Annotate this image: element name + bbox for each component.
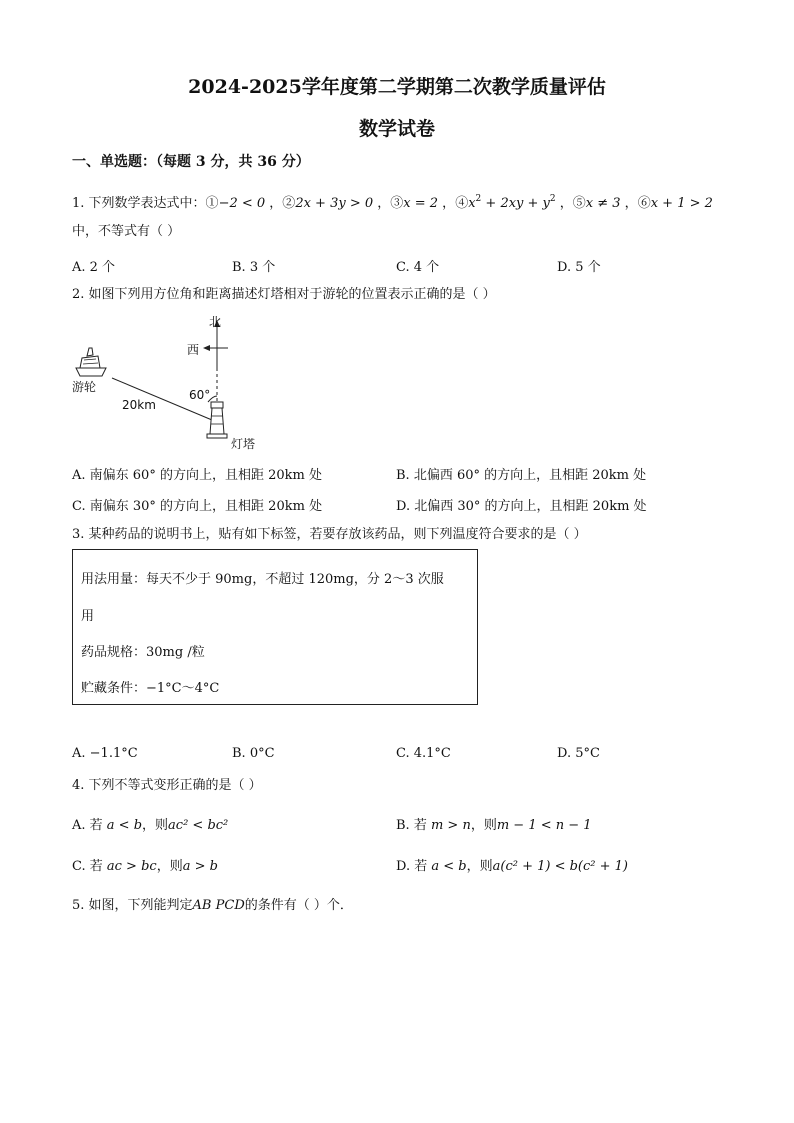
q1-option-b[interactable]: B. 3 个 [232, 260, 276, 275]
section-heading: 一、单选题：（每题 3 分，共 36 分） [72, 154, 310, 170]
q3-option-b[interactable]: B. 0°C [232, 746, 275, 761]
q5-stem-end: 的条件有（ ）个． [244, 898, 353, 913]
question-1: 1. 下列数学表达式中：①−2 < 0 ，②2x + 3y > 0 ，③x = 2 ，$④x^2 + 2xy + y^2$ ，⑤x ≠ 3 ，⑥x + 1 > 2 [72, 194, 713, 211]
q2-option-a[interactable]: A. 南偏东 60° 的方向上，且相距 20km 处 [72, 468, 322, 483]
exam-title: 2024-2025学年度第二学期第二次教学质量评估 [188, 76, 606, 98]
label-ship: 游轮 [72, 380, 97, 394]
q1-stem-start: 1. 下列数学表达式中： [72, 196, 206, 211]
q4-option-d[interactable]: D. 若 a < b，则a(c² + 1) < b(c² + 1) [396, 859, 628, 874]
label-line-spec: 药品规格：30mg /粒 [81, 645, 205, 660]
question-5 [72, 897, 353, 915]
q1-option-d[interactable]: D. 5 个 [557, 260, 601, 275]
exam-subtitle: 数学试卷 [358, 118, 435, 140]
label-west: 西 [187, 343, 200, 357]
q1-option-c[interactable]: C. 4 个 [396, 260, 440, 275]
q1-mark-4: ④ [455, 196, 469, 211]
lighthouse-icon [207, 402, 227, 438]
q1-expr-6: x + 1 > 2 [650, 196, 713, 211]
q1-stem-end: 中，不等式有（ ） [72, 224, 181, 239]
ship-icon [76, 348, 106, 376]
q3-option-a[interactable]: A. −1.1°C [72, 746, 138, 761]
q1-mark-2: ② [282, 196, 296, 211]
q4-option-a[interactable]: A. 若 a < b，则ac² < bc² [72, 818, 229, 833]
q4-option-c[interactable]: C. 若 ac > bc，则a > b [72, 859, 218, 874]
medicine-label-box [72, 549, 478, 705]
q5-stem-start: 5. 如图，下列能判定 [72, 898, 193, 913]
label-lighthouse: 灯塔 [231, 437, 256, 451]
q1-expr-2: 2x + 3y > 0 [295, 196, 374, 211]
question-2: 2. 如图下列用方位角和距离描述灯塔相对于游轮的位置表示正确的是（ ） [72, 287, 496, 302]
label-angle: 60° [189, 388, 211, 402]
q1-expr-5: x ≠ 3 [585, 196, 621, 211]
q1-mark-1: ① [205, 196, 219, 211]
west-arrowhead [203, 345, 210, 351]
question-4: 4. 下列不等式变形正确的是（ ） [72, 778, 262, 793]
q2-option-c[interactable]: C. 南偏东 30° 的方向上，且相距 20km 处 [72, 499, 323, 514]
q1-option-a[interactable]: A. 2 个 [72, 260, 116, 275]
q3-option-c[interactable]: C. 4.1°C [396, 746, 451, 761]
q1-expr-3: x = 2 [403, 196, 439, 211]
q2-option-b[interactable]: B. 北偏西 60° 的方向上，且相距 20km 处 [396, 468, 647, 483]
q5-stem-math: AB PCD [192, 898, 245, 913]
q1-mark-6: ⑥ [637, 196, 651, 211]
q1-expr-4: $x^2 + 2xy + y^2$ [468, 194, 556, 211]
label-line-storage: 贮藏条件：−1°C～4°C [81, 681, 220, 696]
label-north: 北 [209, 315, 222, 329]
q1-expr-1: −2 < 0 [218, 196, 266, 211]
q1-mark-5: ⑤ [572, 196, 586, 211]
q3-option-d[interactable]: D. 5°C [557, 746, 600, 761]
q1-mark-3: ③ [390, 196, 404, 211]
question-3: 3. 某种药品的说明书上，贴有如下标签，若要存放该药品，则下列温度符合要求的是（ ） [72, 527, 587, 542]
q2-option-d[interactable]: D. 北偏西 30° 的方向上，且相距 20km 处 [396, 499, 647, 514]
label-line-dosage-cont: 用 [81, 609, 95, 624]
label-line-dosage: 用法用量：每天不少于 90mg，不超过 120mg，分 2～3 次服 [81, 572, 444, 587]
q4-option-b[interactable]: B. 若 m > n，则m − 1 < n − 1 [396, 818, 592, 833]
label-distance: 20km [122, 398, 156, 412]
